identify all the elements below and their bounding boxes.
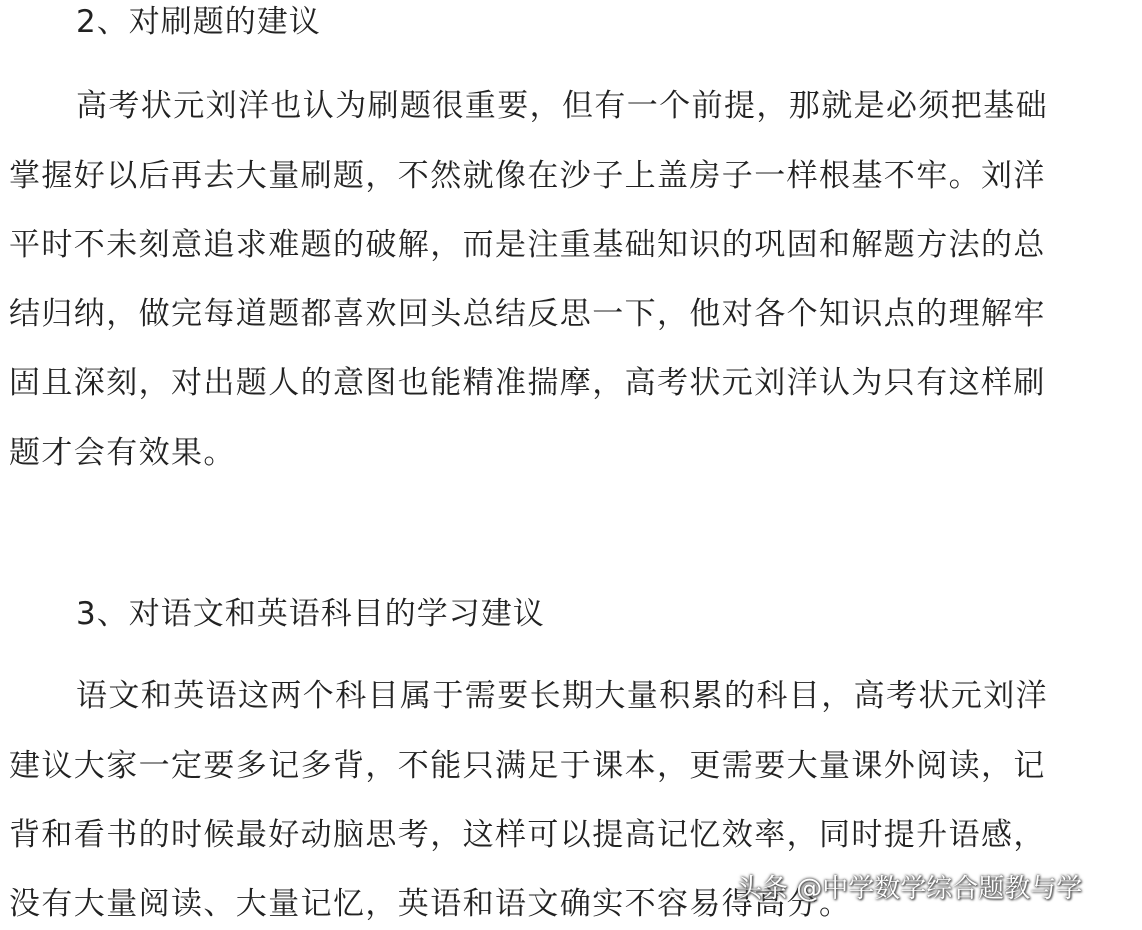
- section-2-line-2: 掌握好以后再去大量刷题，不然就像在沙子上盖房子一样根基不牢。刘洋: [9, 158, 1046, 194]
- section-2-line-6: 题才会有效果。: [9, 435, 236, 471]
- section-3-line-2: 建议大家一定要多记多背，不能只满足于课本，更需要大量课外阅读，记: [9, 748, 1046, 784]
- section-2-line-3: 平时不未刻意追求难题的破解，而是注重基础知识的巩固和解题方法的总: [9, 227, 1046, 263]
- section-3-heading: 3、对语文和英语科目的学习建议: [76, 596, 545, 632]
- section-2-line-1: 高考状元刘洋也认为刷题很重要，但有一个前提，那就是必须把基础: [76, 88, 1048, 124]
- section-2-heading: 2、对刷题的建议: [76, 4, 321, 40]
- source-watermark: 头条 @中学数学综合题教与学: [736, 874, 1083, 904]
- section-3-line-4: 没有大量阅读、大量记忆，英语和语文确实不容易得高分。: [9, 886, 852, 922]
- section-2-line-5: 固且深刻，对出题人的意图也能精准揣摩，高考状元刘洋认为只有这样刷: [9, 365, 1046, 401]
- section-3-line-3: 背和看书的时候最好动脑思考，这样可以提高记忆效率，同时提升语感，: [9, 817, 1046, 853]
- section-3-line-1: 语文和英语这两个科目属于需要长期大量积累的科目，高考状元刘洋: [76, 678, 1048, 714]
- section-2-line-4: 结归纳，做完每道题都喜欢回头总结反思一下，他对各个知识点的理解牢: [9, 296, 1046, 332]
